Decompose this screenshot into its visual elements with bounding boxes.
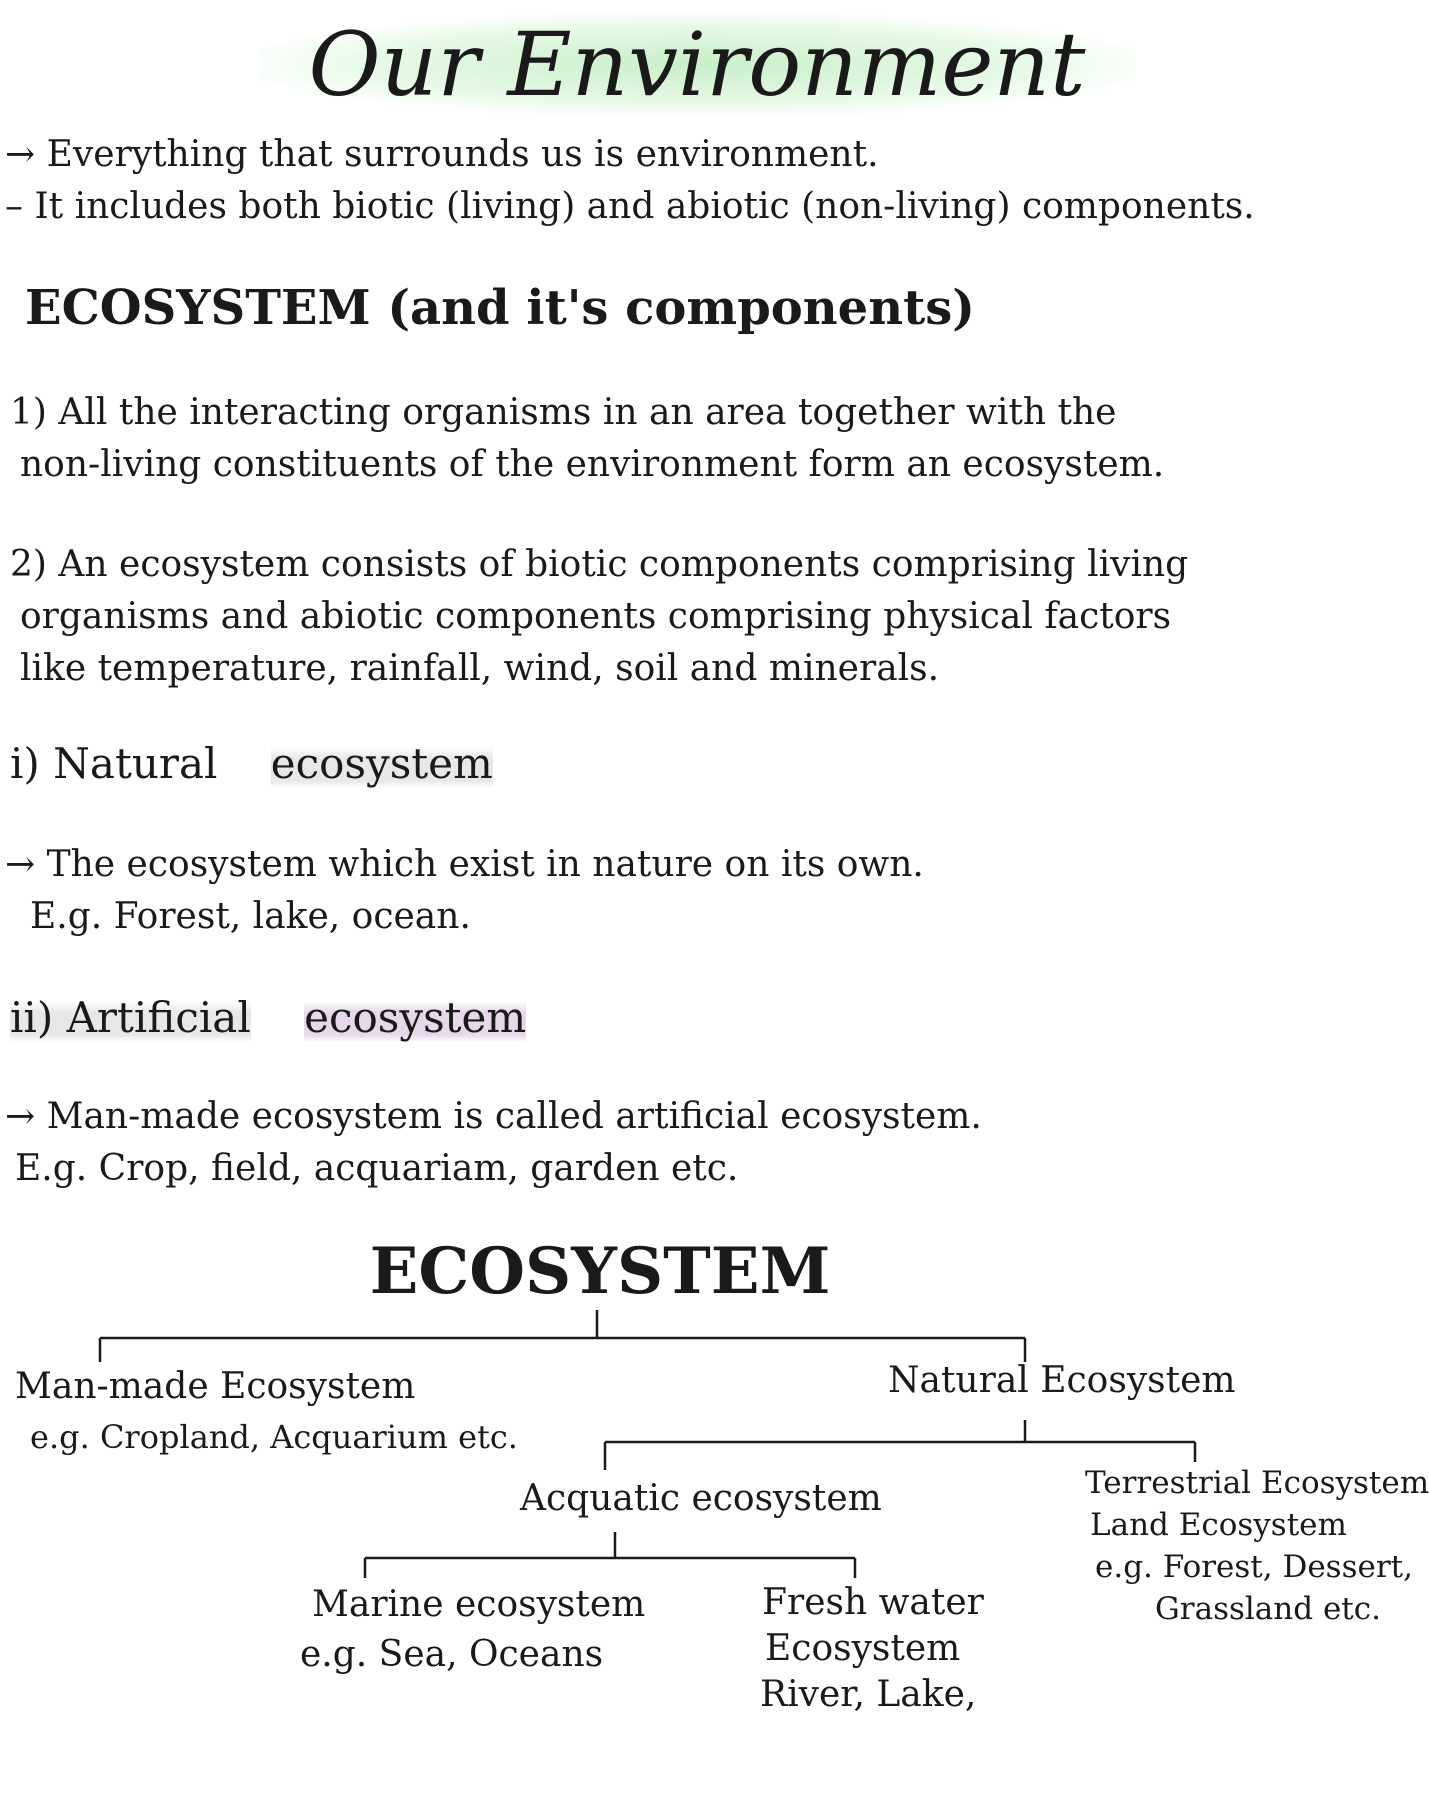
manmade-node: Man-made Ecosystem xyxy=(15,1366,416,1407)
artificial-eg: E.g. Crop, field, acquariam, garden etc. xyxy=(15,1148,739,1189)
terrestrial-line-2: Land Ecosystem xyxy=(1090,1507,1347,1543)
point-1-line-1: 1) All the interacting organisms in an area together with the xyxy=(10,392,1117,433)
point-2-line-3: like temperature, rainfall, wind, soil and minerals. xyxy=(20,648,940,689)
natural-eg: E.g. Forest, lake, ocean. xyxy=(30,896,471,937)
freshwater-line-1: Fresh water xyxy=(762,1582,984,1623)
marine-node: Marine ecosystem xyxy=(312,1584,646,1625)
terrestrial-line-1: Terrestrial Ecosystem xyxy=(1085,1465,1429,1501)
marine-eg: e.g. Sea, Oceans xyxy=(300,1634,604,1675)
tree-root: ECOSYSTEM xyxy=(369,1234,831,1309)
natural-label: i) Natural xyxy=(10,739,218,788)
artificial-word: ecosystem xyxy=(304,993,527,1042)
point-1-line-2: non-living constituents of the environment form an ecosystem. xyxy=(20,444,1165,485)
intro-line-2: – It includes both biotic (living) and abiotic (non-living) components. xyxy=(5,186,1255,227)
natural-word: ecosystem xyxy=(270,739,493,788)
artificial-desc: → Man-made ecosystem is called artificial ecosystem. xyxy=(5,1096,982,1137)
freshwater-line-2: Ecosystem xyxy=(765,1628,961,1669)
page-title-text: Our Environment xyxy=(259,13,1136,116)
ecosystem-heading: ECOSYSTEM (and it's components) xyxy=(25,280,976,336)
aquatic-node: Acquatic ecosystem xyxy=(520,1478,882,1519)
freshwater-line-3: River, Lake, xyxy=(760,1674,977,1715)
terrestrial-line-3: e.g. Forest, Dessert, xyxy=(1095,1549,1413,1585)
manmade-eg: e.g. Cropland, Acquarium etc. xyxy=(30,1418,518,1456)
artificial-label: ii) Artificial xyxy=(10,993,251,1042)
point-2-line-2: organisms and abiotic components comprising physical factors xyxy=(20,596,1172,637)
natural-desc: → The ecosystem which exist in nature on its own. xyxy=(5,844,924,885)
natural-node: Natural Ecosystem xyxy=(888,1360,1236,1401)
intro-line-1: → Everything that surrounds us is environment. xyxy=(5,134,879,175)
terrestrial-line-4: Grassland etc. xyxy=(1155,1591,1381,1627)
point-2-line-1: 2) An ecosystem consists of biotic components comprising living xyxy=(10,544,1189,585)
